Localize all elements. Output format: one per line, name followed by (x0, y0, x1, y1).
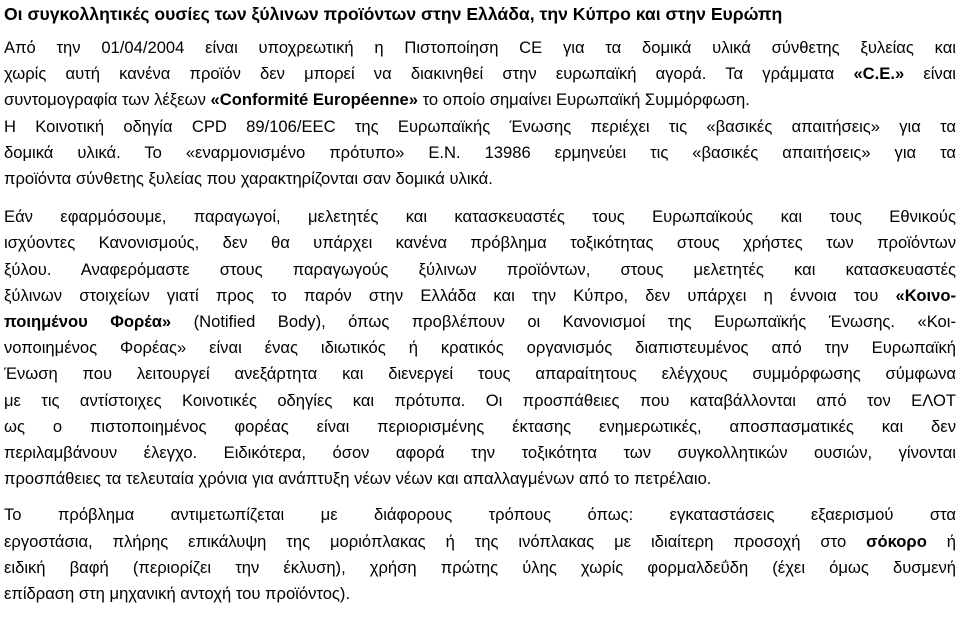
text-line: επίδραση στη μηχανική αντοχή του προϊόντος). (4, 584, 351, 604)
text-segment: συντομογραφία των λέξεων (4, 90, 211, 110)
text-segment: (Notified Body), όπως προβλέπουν οι Κανονισμοί της Ευρωπαϊκής Ένωσης. «Κοι- (171, 312, 956, 332)
text-line (4, 87, 956, 113)
text-line: προσπάθειες τα τελευταία χρόνια για ανάπτυξη νέων νέων και απαλλαγμένων από το πετρέλαιο. (4, 469, 712, 489)
text-segment: ή (926, 531, 956, 551)
text-line (4, 309, 956, 335)
text-segment: το οποίο σημαίνει Ευρωπαϊκή Συμμόρφωση. (417, 90, 750, 110)
paragraph-solutions (4, 502, 956, 607)
text-line: ξύλου. Αναφερόμαστε στους παραγωγούς ξύλινων προϊόντων, στους μελετητές και κατασκευαστές (4, 259, 956, 279)
bold-term-sokoro: σόκορο (866, 531, 927, 551)
text-line: ισχύοντες Κανονισμούς, δεν θα υπάρχει κανένα πρόβλημα τοξικότητας στους χρήστες των προϊόντων (4, 233, 956, 253)
text-segment: χωρίς αυτή κανένα προϊόν δεν μπορεί να διακινηθεί στην ευρωπαϊκή αγορά. Τα γράμματα (4, 64, 854, 84)
bold-term-notified-body: «Κοινο- (895, 285, 956, 305)
document-title: Οι συγκολλητικές ουσίες των ξύλινων προϊόντων στην Ελλάδα, την Κύπρο και στην Ευρώπη (4, 4, 783, 24)
text-line: προϊόντα σύνθετης ξυλείας που χαρακτηρίζονται σαν δομικά υλικά. (4, 169, 493, 189)
text-line: Εάν εφαρμόσουμε, παραγωγοί, μελετητές και κατασκευαστές τους Ευρωπαϊκούς και τους Εθνικούς (4, 207, 956, 227)
text-line: νοποιημένος Φορέας» είναι ένας ιδιωτικός ή κρατικός οργανισμός διαπιστευμένος από την Ευρωπαϊκή (4, 338, 956, 358)
text-line: Το πρόβλημα αντιμετωπίζεται με διάφορους τρόπους όπως: εγκαταστάσεις εξαερισμού στα (4, 505, 956, 525)
text-segment: ξύλινων στοιχείων γιατί προς το παρόν στην Ελλάδα και την Κύπρο, δεν υπάρχει η έννοια του (4, 285, 896, 305)
paragraph-notified-body (4, 204, 956, 492)
text-segment: εργοστάσια, πλήρης επικάλυψη της μοριόπλακας ή της ινόπλακας με ιδιαίτερη προσοχή στο (4, 531, 867, 551)
text-line: ειδική βαφή (περιορίζει την έκλυση), χρήση πρώτης ύλης χωρίς φορμαλδεΰδη (έχει όμως δυσμενή (4, 557, 956, 577)
text-line (4, 283, 956, 309)
bold-term-conformite: «Conformité Européenne» (210, 90, 418, 110)
text-line: Η Κοινοτική οδηγία CPD 89/106/EEC της Ευρωπαϊκής Ένωσης περιέχει τις «βασικές απαιτήσεις» για τα (4, 116, 956, 136)
bold-term-ce: «C.E.» (853, 64, 905, 84)
text-line: με τις αντίστοιχες Κοινοτικές οδηγίες και πρότυπα. Οι προσπάθειες που καταβάλλονται από τον ΕΛΟΤ (4, 390, 956, 410)
text-line: Ένωση που λειτουργεί ανεξάρτητα και διενεργεί τους απαραίτητους ελέγχους συμμόρφωσης σύμφωνα (4, 364, 956, 384)
text-line (4, 529, 956, 555)
text-line: δομικά υλικά. Το «εναρμονισμένο πρότυπο» Ε.Ν. 13986 ερμηνεύει τις «βασικές απαιτήσεις» για τα (4, 142, 956, 162)
paragraph-ce-certification (4, 35, 956, 192)
text-line (4, 61, 956, 87)
text-line: Από την 01/04/2004 είναι υποχρεωτική η Πιστοποίηση CE για τα δομικά υλικά σύνθετης ξυλείας και (4, 38, 956, 57)
bold-term-notified-body-cont: ποιημένου Φορέα» (4, 312, 172, 332)
text-line: ως ο πιστοποιημένος φορέας είναι περιορισμένης έκτασης ενημερωτικές, αποσπασματικές και δεν (4, 416, 956, 436)
text-segment: είναι (904, 64, 956, 84)
text-line: περιλαμβάνουν έλεγχο. Ειδικότερα, όσον αφορά την τοξικότητα των συγκολλητικών ουσιών, γίνονται (4, 443, 956, 463)
